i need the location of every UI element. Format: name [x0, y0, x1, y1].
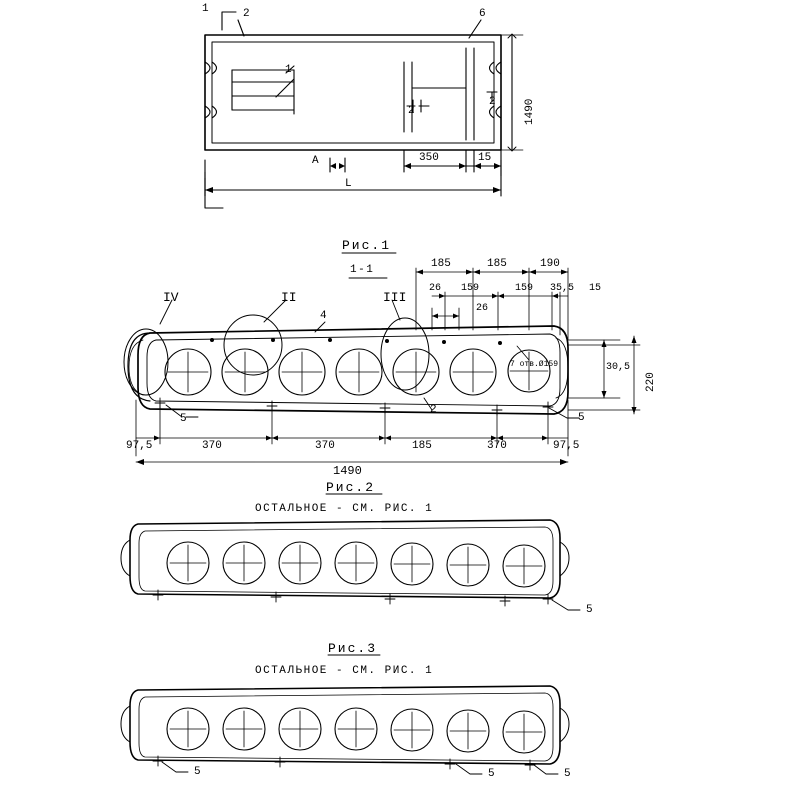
fig1-pos-1-inner: 1 [285, 64, 292, 76]
fig2-dim-370-c: 370 [487, 440, 507, 452]
fig3-pos-5: 5 [586, 604, 593, 616]
fig1-dim-350: 350 [419, 152, 439, 164]
fig1-dim-A: A [312, 155, 319, 167]
fig2-hole-diameter-note: 7 отв.Ø159 [510, 360, 559, 369]
fig1-plan-view [205, 12, 523, 208]
fig2-pos-5-right: 5 [578, 412, 585, 424]
fig2-dim-97-5-left: 97,5 [126, 440, 153, 452]
fig2-section-view [124, 268, 640, 465]
fig2-dim-185-b: 185 [487, 258, 507, 270]
fig2-dim-97-5-right: 97,5 [553, 440, 580, 452]
fig2-dim-220: 220 [645, 372, 657, 392]
fig2-detail-IV: IV [163, 290, 179, 305]
fig1-dim-L: L [345, 178, 352, 190]
fig4-pos-5-c: 5 [564, 768, 571, 780]
fig4-pos-5-b: 5 [488, 768, 495, 780]
fig1-pos-2-top: 2 [243, 8, 250, 20]
fig1-dim-1490: 1490 [524, 98, 536, 125]
fig1-section-mark-1: 1 [202, 3, 209, 15]
fig3-note: ОСТАЛЬНОЕ - СМ. РИС. 1 [255, 665, 434, 677]
fig2-dim-185: 185 [412, 440, 432, 452]
fig2-note: ОСТАЛЬНОЕ - СМ. РИС. 1 [255, 503, 434, 515]
section-1-1-label: 1-1 [350, 264, 375, 276]
fig2-dim-35-5: 35,5 [550, 283, 575, 294]
fig2-dim-370-a: 370 [202, 440, 222, 452]
fig2-dim-1490: 1490 [333, 464, 362, 478]
fig3-caption: Рис.3 [328, 641, 378, 656]
fig2-dim-26-a: 26 [429, 283, 442, 294]
fig1-pos-2-inner: 2 [408, 105, 415, 117]
fig2-dim-185-a: 185 [431, 258, 451, 270]
fig2-dim-26-b: 26 [476, 303, 489, 314]
fig3-view [121, 520, 580, 610]
fig2-dim-370-b: 370 [315, 440, 335, 452]
fig2-detail-II: II [281, 290, 297, 305]
fig4-view [121, 686, 569, 774]
fig2-dim-15: 15 [589, 283, 602, 294]
fig2-dim-159-a: 159 [461, 283, 480, 294]
fig1-pos-2-right: 2 [489, 96, 496, 108]
fig2-pos-5-left: 5 [180, 413, 187, 425]
fig2-pos-2: 2 [430, 404, 437, 416]
fig2-pos-4: 4 [320, 310, 327, 322]
fig4-pos-5-a: 5 [194, 766, 201, 778]
fig2-caption: Рис.2 [326, 480, 376, 495]
fig2-dim-30-5: 30,5 [606, 362, 631, 373]
fig2-dim-190: 190 [540, 258, 560, 270]
fig1-pos-6-top: 6 [479, 8, 486, 20]
fig1-caption: Рис.1 [342, 238, 392, 253]
fig2-detail-III: III [383, 290, 407, 305]
fig2-dim-159-b: 159 [515, 283, 534, 294]
fig1-dim-15: 15 [478, 152, 492, 164]
